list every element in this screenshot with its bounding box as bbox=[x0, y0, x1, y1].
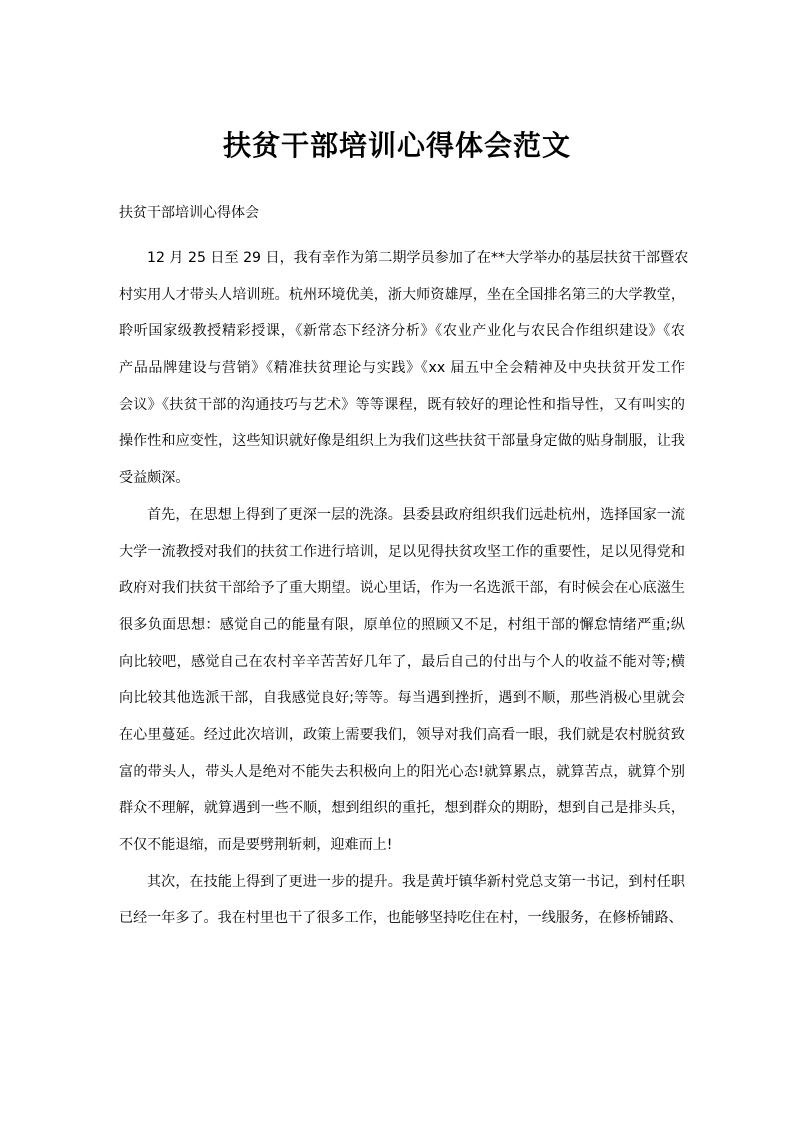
paragraph-line: 12 月 25 日至 29 日，我有幸作为第二期学员参加了在**大学举办的基层扶贫干部暨农 bbox=[147, 250, 689, 266]
paragraph-line: 向比较其他选派干部，自我感觉良好;等等。每当遇到挫折，遇到不顺，那些消极心里就会 bbox=[119, 690, 685, 707]
paragraph-line: 不仅不能退缩，而是要劈荆斩刺，迎难而上! bbox=[119, 837, 393, 853]
paragraph-line: 产品品牌建设与营销》《精准扶贫理论与实践》《xx 届五中全会精神及中央扶贫开发工作 bbox=[119, 360, 685, 377]
body-paragraph bbox=[119, 864, 685, 937]
paragraph-line: 富的带头人，带头人是绝对不能失去积极向上的阳光心态!就算累点，就算苦点，就算个别 bbox=[119, 763, 685, 780]
document-body bbox=[119, 240, 689, 937]
paragraph-line: 大学一流教授对我们的扶贫工作进行培训，足以见得扶贫攻坚工作的重要性，足以见得党和 bbox=[119, 543, 685, 560]
paragraph-line: 在心里蔓延。经过此次培训，政策上需要我们，领导对我们高看一眼，我们就是农村脱贫致 bbox=[119, 726, 685, 743]
document-title: 扶贫干部培训心得体会范文 bbox=[222, 129, 571, 162]
paragraph-line: 村实用人才带头人培训班。杭州环境优美，浙大师资雄厚，坐在全国排名第三的大学教堂， bbox=[119, 286, 685, 303]
paragraph-line: 会议》《扶贫干部的沟通技巧与艺术》等等课程，既有较好的理论性和指导性，又有叫实的 bbox=[119, 396, 685, 413]
body-paragraph bbox=[119, 240, 689, 497]
paragraph-line: 群众不理解，就算遇到一些不顺，想到组织的重托，想到群众的期盼，想到自己是排头兵， bbox=[119, 800, 685, 817]
paragraph-line: 已经一年多了。我在村里也干了很多工作，也能够坚持吃住在村，一线服务，在修桥铺路、 bbox=[119, 910, 683, 927]
paragraph-line: 操作性和应变性，这些知识就好像是组织上为我们这些扶贫干部量身定做的贴身制服，让我 bbox=[119, 433, 685, 450]
paragraph-line: 首先，在思想上得到了更深一层的洗涤。县委县政府组织我们远赴杭州，选择国家一流 bbox=[147, 506, 685, 523]
paragraph-line: 很多负面思想：感觉自己的能量有限，原单位的照顾又不足，村组干部的懈怠情绪严重;纵 bbox=[119, 616, 685, 633]
body-paragraph bbox=[119, 497, 685, 864]
paragraph-line: 政府对我们扶贫干部给予了重大期望。说心里话，作为一名选派干部，有时候会在心底滋生 bbox=[119, 580, 685, 597]
paragraph-line: 向比较吧，感觉自己在农村辛辛苦苦好几年了，最后自己的付出与个人的收益不能对等;横 bbox=[119, 653, 685, 670]
paragraph-line: 聆听国家级教授精彩授课，《新常态下经济分析》《农业产业化与农民合作组织建设》《农 bbox=[119, 323, 685, 340]
document-subtitle: 扶贫干部培训心得体会 bbox=[119, 205, 259, 221]
paragraph-line: 其次，在技能上得到了更进一步的提升。我是黄圩镇华新村党总支第一书记，到村任职 bbox=[147, 873, 685, 890]
paragraph-line: 受益颇深。 bbox=[119, 470, 190, 487]
